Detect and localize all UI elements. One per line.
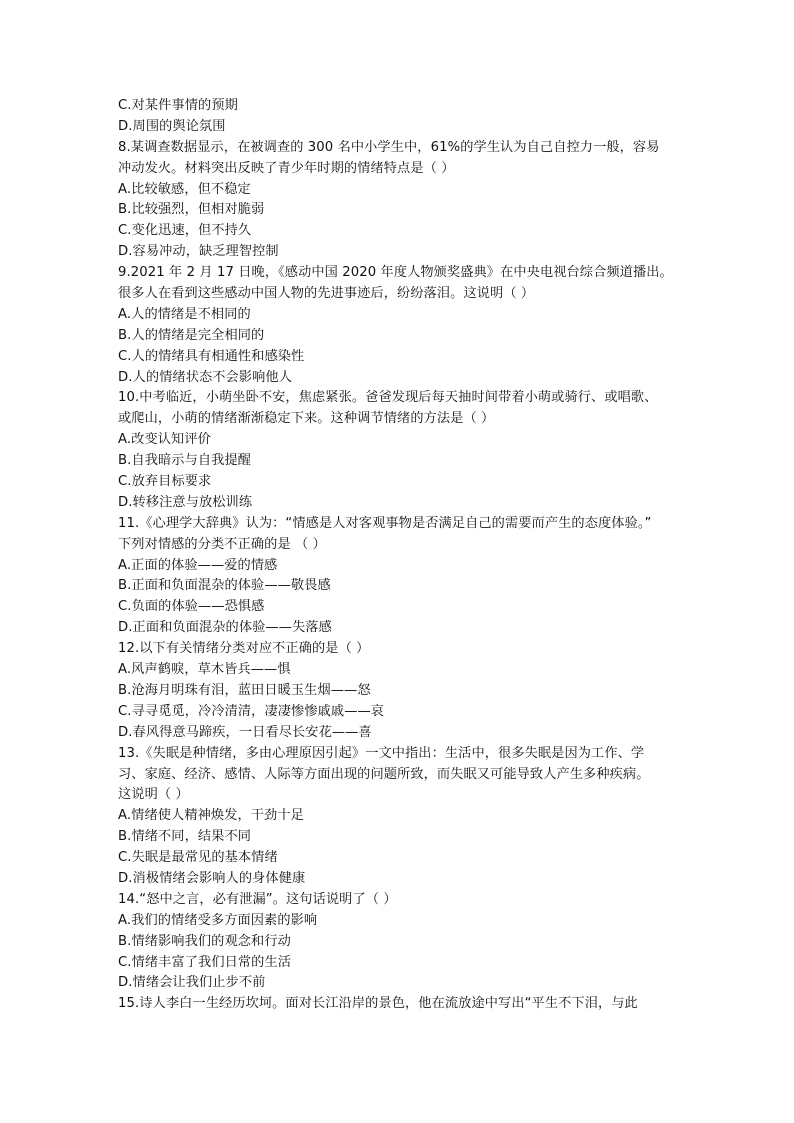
option-line: B.自我暗示与自我提醒 [118, 453, 252, 469]
option-line: A.比较敏感，但不稳定 [118, 181, 251, 197]
question-stem: 13.《失眠是种情绪，多由心理原因引起》一文中指出：生活中，很多失眠是因为工作、学 [118, 745, 645, 761]
question-stem: 9.2021 年 2 月 17 日晚，《感动中国 2020 年度人物颁奖盛典》在中央电视台综合频道播出。 [118, 265, 673, 281]
option-line: A.风声鹤唳，草木皆兵——惧 [118, 662, 291, 678]
question-stem: 12.以下有关情绪分类对应不正确的是（ ） [118, 641, 370, 657]
option-line: B.比较强烈，但相对脆弱 [118, 202, 265, 218]
question-stem: 或爬山，小萌的情绪渐渐稳定下来。这种调节情绪的方法是（ ） [118, 411, 495, 427]
option-line: D.转移注意与放松训练 [118, 494, 253, 510]
option-line: A.改变认知评价 [118, 432, 211, 448]
option-line: D.春风得意马蹄疾，一日看尽长安花——喜 [118, 724, 372, 740]
option-line: C.对某件事情的预期 [118, 98, 238, 113]
option-line: C.失眠是最常见的基本情绪 [118, 850, 278, 866]
question-stem: 14.“怒中之言，必有泄漏”。这句话说明了（ ） [118, 891, 397, 907]
option-line: B.人的情绪是完全相同的 [118, 327, 265, 343]
option-line: B.情绪不同，结果不同 [118, 829, 252, 845]
option-line: C.情绪丰富了我们日常的生活 [118, 954, 292, 970]
option-line: D.情绪会让我们止步不前 [118, 975, 266, 991]
option-line: C.变化迅速，但不持久 [118, 223, 252, 239]
option-line: A.正面的体验——爱的情感 [118, 557, 278, 573]
option-line: C.寻寻觅觅，冷冷清清，凄凄惨惨戚戚——哀 [118, 703, 385, 719]
option-line: C.负面的体验——恐惧感 [118, 599, 265, 615]
option-line: C.人的情绪具有相通性和感染性 [118, 348, 305, 364]
question-stem: 很多人在看到这些感动中国人物的先进事迹后，纷纷落泪。这说明（ ） [118, 286, 535, 302]
option-line: D.容易冲动，缺乏理智控制 [118, 244, 279, 260]
option-line: A.人的情绪是不相同的 [118, 306, 251, 322]
option-line: D.消极情绪会影响人的身体健康 [118, 870, 306, 886]
question-stem: 10.中考临近，小萌坐卧不安，焦虑紧张。爸爸发现后每天抽时间带着小萌或骑行、或唱歌、 [118, 390, 658, 406]
question-stem: 8.某调查数据显示，在被调查的 300 名中小学生中，61%的学生认为自己自控力一般，容易 [118, 139, 660, 155]
option-line: A.我们的情绪受多方面因素的影响 [118, 912, 318, 928]
question-stem: 下列对情感的分类不正确的是 （ ） [118, 536, 326, 552]
question-stem: 这说明（ ） [118, 787, 189, 803]
option-line: C.放弃目标要求 [118, 474, 212, 490]
option-line: D.正面和负面混杂的体验——失落感 [118, 620, 332, 636]
document-page [118, 96, 690, 1015]
option-line: D.周围的舆论氛围 [118, 118, 226, 134]
option-line: A.情绪使人精神焕发，干劲十足 [118, 808, 304, 824]
question-stem: 11.《心理学大辞典》认为：“情感是人对客观事物是否满足自己的需要而产生的态度体验。” [118, 515, 652, 531]
option-line: B.正面和负面混杂的体验——敬畏感 [118, 578, 331, 594]
option-line: B.情绪影响我们的观念和行动 [118, 933, 291, 949]
question-stem: 习、家庭、经济、感情、人际等方面出现的问题所致，而失眠又可能导致人产生多种疾病。 [118, 766, 650, 782]
question-stem: 冲动发火。材料突出反映了青少年时期的情绪特点是（ ） [118, 160, 455, 176]
option-line: D.人的情绪状态不会影响他人 [118, 369, 292, 385]
option-line: B.沧海月明珠有泪，蓝田日暖玉生烟——怒 [118, 682, 371, 698]
question-stem: 15.诗人李白一生经历坎坷。面对长江沿岸的景色，他在流放途中写出“平生不下泪，与此 [118, 996, 638, 1012]
